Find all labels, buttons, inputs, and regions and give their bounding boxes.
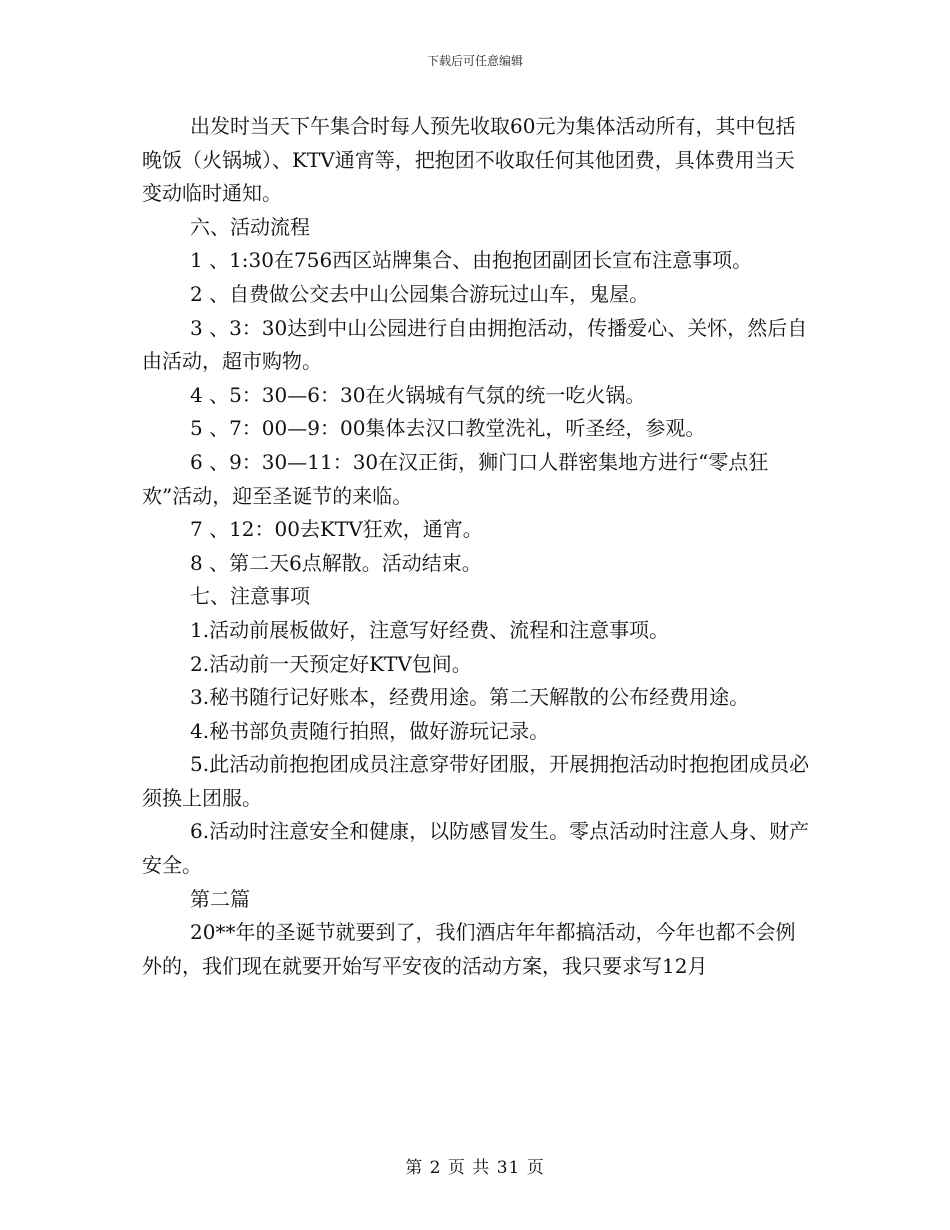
- note-item-4: 4.秘书部负责随行拍照，做好游玩记录。: [190, 718, 550, 743]
- process-step-1: 1 、1:30在756西区站牌集合、由抱抱团副团长宣布注意事项。: [190, 248, 753, 273]
- process-step-2: 2 、自费做公交去中山公园集合游玩过山车，鬼屋。: [190, 281, 650, 306]
- note-item-3: 3.秘书随行记好账本，经费用途。第二天解散的公布经费用途。: [190, 685, 750, 710]
- note-item-2: 2.活动前一天预定好KTV包间。: [190, 651, 472, 676]
- process-step-3: 3 、3：30达到中山公园进行自由拥抱活动，传播爱心、关怀，然后自由活动，超市购物。: [142, 315, 808, 374]
- document-body: [142, 110, 812, 983]
- process-step-8: 8 、第二天6点解散。活动结束。: [190, 550, 482, 575]
- process-step-5: 5 、7：00—9：00集体去汉口教堂洗礼，听圣经，参观。: [190, 416, 706, 441]
- section-heading-process: 六、活动流程: [190, 214, 310, 239]
- process-step-6: 6 、9：30—11：30在汉正街，狮门口人群密集地方进行“零点狂欢”活动，迎至圣诞节的来临。: [142, 449, 769, 508]
- section-heading-part-two: 第二篇: [190, 886, 250, 911]
- paragraph-part-two-intro: 20**年的圣诞节就要到了，我们酒店年年都搞活动，今年也都不会例外的，我们现在就要开始写平安夜的活动方案，我只要求写12月: [142, 920, 796, 978]
- note-item-1: 1.活动前展板做好，注意写好经费、流程和注意事项。: [190, 617, 670, 642]
- paragraph-fee: 出发时当天下午集合时每人预先收取60元为集体活动所有，其中包括晚饭（火锅城）、KTV通宵等，把抱团不收取任何其他团费，具体费用当天变动临时通知。: [142, 114, 796, 206]
- note-item-5: 5.此活动前抱抱团成员注意穿带好团服，开展拥抱活动时抱抱团成员必须换上团服。: [142, 752, 810, 810]
- page-number: 第 2 页 共 31 页: [405, 1158, 545, 1178]
- section-heading-notes: 七、注意事项: [190, 584, 310, 609]
- note-item-6: 6.活动时注意安全和健康，以防感冒发生。零点活动时注意人身、财产安全。: [142, 819, 810, 878]
- process-step-4: 4 、5：30—6：30在火锅城有气氛的统一吃火锅。: [190, 382, 646, 407]
- page-header: 下载后可任意编辑: [426, 54, 523, 68]
- process-step-7: 7 、12：00去KTV狂欢，通宵。: [190, 517, 483, 542]
